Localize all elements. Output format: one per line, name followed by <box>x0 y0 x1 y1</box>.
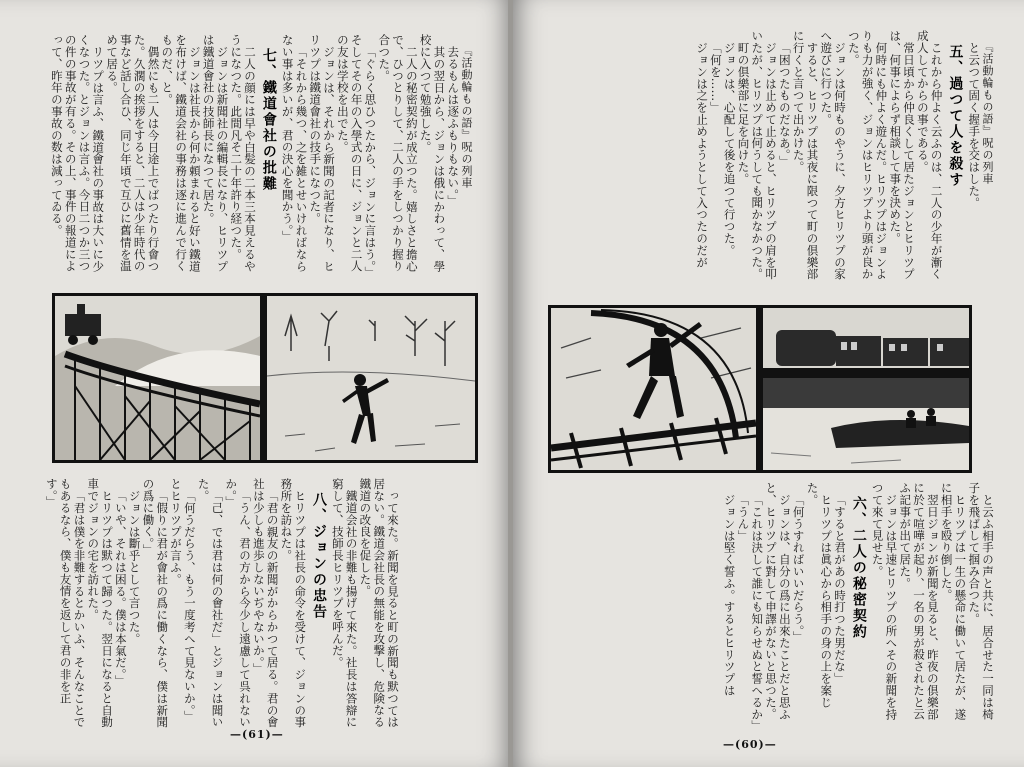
left-lower-columns <box>44 478 400 728</box>
paragraph: 「君は僕を非難するとかいふ、そんなことでもあるなら、僕も友情を返して君の非を正す。」 <box>44 478 87 728</box>
paragraph: 町の倶樂部に足を向けた。 <box>736 41 751 185</box>
paragraph: 其の翌日から、ジョンは俄にかわって、學校に入つて勉強した。 <box>418 34 447 272</box>
paragraph: ヒリツプは默つて歸つた。翌日になると自動車でジョンの宅を訪れた。 <box>86 478 115 728</box>
paragraph: ジョンは、それから新聞の記者になり、ヒリツプは鐵道會社の技手になつた。 <box>308 34 337 272</box>
page-61 <box>0 0 511 767</box>
paragraph: 「何うすればいいだらう。」 <box>791 493 806 643</box>
paragraph: 鐵道会社の非難も揚げて來た。社長は答辯に窮して、技師長ヒリツプを呼んだ。 <box>330 478 359 728</box>
paragraph: ジョンは早速ヒリツプの所へその新聞を持つて來て見せた。 <box>870 482 899 720</box>
paragraph: ジョンは、心配して後を追つて行つた。 <box>722 41 737 256</box>
paragraph: 「何を……」 <box>708 41 723 113</box>
paragraph: 「何うだらう、もう一度考へて見ないか。」とヒリツプが言ふ。 <box>169 478 197 722</box>
woodcut-illustration <box>55 296 475 460</box>
paragraph: 「いや、それは困る。僕は本氣だ。」 <box>113 489 128 687</box>
paragraph: すると、ヒリツプは其夜に限つて町の倶樂部に行くと言つて出かけた。 <box>791 30 820 280</box>
paragraph: ジョンは堅く誓ふ。するとヒリツプは <box>722 493 737 696</box>
paragraph: 「假りに君が會社の爲に働くなら、僕は新聞の爲に働く。」 <box>141 478 170 728</box>
paragraph: ヒリツプは眞心から相手の身の上を案じた。 <box>805 482 834 708</box>
paragraph: と云つて固く握手を交はした。 <box>967 41 982 209</box>
paragraph: ヒリツプは社長の命令を受けて、ジョンの事務所を訪ねた。 <box>279 478 308 728</box>
paragraph: 偶然にも二人は今日途上でばつたり行會つた。久濶の挨拶をすると、二人は少年時代の事など話し合ひ、同じ年頃で互ひに舊情を温めて居る。 <box>105 34 161 272</box>
left-upper-columns <box>49 34 473 282</box>
paragraph: と云ふ相手の声と共に、居合せた一同は椅子を飛ばして掴み合つた。 <box>967 482 995 720</box>
paragraph: 「うん、君の方から今少し遠慮して呉れないか。」 <box>224 478 253 728</box>
paragraph: 「すると君があの時打つた男だな」 <box>833 493 848 684</box>
paragraph: 「うん」 <box>736 493 751 542</box>
section-heading-six: 六、二人の秘密契約 <box>850 496 867 640</box>
paragraph: って來た。新聞を見ると町の新聞も默つては居ない。鐵道会社長の無能を攻撃し、危険なる鐵道の改良を促した。 <box>358 478 400 728</box>
paragraph: ジョンは何時ものやうに、夕方ヒリツプの家へ遊びに行つた。 <box>819 30 848 280</box>
woodcut-illustration <box>551 308 969 470</box>
paragraph: 「君の親友の新聞がからかつて居る。君の會社は少しも進歩しないぢやないか。」 <box>251 478 280 728</box>
section-heading-eight: 八、ジョンの忠告 <box>311 492 328 620</box>
paragraph: 翌日ジョンが新聞を見ると、昨夜の倶樂部に於て喧嘩が起り、一名の男が殺されたと云ふ記事が出て居た。 <box>898 482 940 720</box>
right-lower-columns <box>539 482 995 732</box>
running-head: 『活動輪もの語』呪の列車 <box>460 45 473 189</box>
page-number: —(61)— <box>230 728 284 741</box>
section-heading-five: 五、過つて人を殺す <box>947 44 964 188</box>
paragraph: 二人の秘密契約が成立つた。嬉しさと擔心で、ひつとりして、二人の手をしつかり握り合つた。 <box>377 34 419 272</box>
right-upper-columns <box>539 30 994 285</box>
illustration-rail-sabotage <box>548 305 972 473</box>
paragraph: ジョンは止めて止めると、ヒリツプの肩を叩いたが、ヒリツプは何うしても聞かなかつた。 <box>750 30 779 280</box>
paragraph: ジョンは之を止めようとして入つたのだが <box>695 41 710 268</box>
paragraph: リツプは言ふ、鐵道會社の事故は大いに少くなつた。とジョンは言ふ。今日二つか三つの件の事故が有る。その上、事件の報道によって、昨年の事故の数は減ってゐる。 <box>49 34 106 272</box>
page-number: —(60)— <box>723 738 777 751</box>
page-60 <box>513 0 1024 767</box>
paragraph: ジョンは社長から何か頼まれると好い鐵道を布けば、鐵道会社の事務は逐に進んで行くものだ、と。 <box>160 34 202 272</box>
paragraph: これから仲よく云ふのは、二人の少年が漸く成人してからの事である。 <box>915 30 944 280</box>
paragraph: 「己、では君は何の會社だ」とジョンは聞いた。 <box>196 478 225 728</box>
paragraph: 去るもんは逐ふもりもない。」 <box>446 45 461 207</box>
paragraph: ヒリツプは一生の懸命に働いて居たが、遂に相手を殴り倒した。 <box>939 482 968 720</box>
running-head: 『活動輪もの語』呪の列車 <box>981 41 994 185</box>
paragraph: 常日頃から仲良くして居たジョンとヒリツプは、何事によらず相談して事を決めた。 <box>888 30 917 280</box>
paragraph: 「ぐらく思ひつたから、ジョンに言はう。」そしてその年の入學式の日に、ジョンと二人の友は学校を出でた。 <box>335 34 378 278</box>
paragraph: 何時にも仲よく遊んだ。ヒリツプはジョンよりも力が強く、ジョンはヒリツプより頭が良かつた。 <box>846 30 889 280</box>
illustration-train-trestle <box>52 293 478 463</box>
paragraph: 「それから幾つ、之を雑とせいければならない事は多いが、君の決心を聞かう。」 <box>280 34 309 272</box>
paragraph: ジョンは新聞社の編輯長になり、ヒリツプは鐵道會社の技師長になつて居た。 <box>201 34 230 272</box>
paragraph: 「これは決して誰にも知らせぬと誓へるか」 <box>750 493 765 732</box>
section-heading-seven: 七、鐵道會社の批難 <box>260 48 277 192</box>
paragraph: ジョンは斷乎として言つた。 <box>127 489 142 645</box>
paragraph: 「困つたものだなあ。」 <box>777 41 792 167</box>
paragraph: 二人の顔には早や白髪の二本三本見えるやうになつた。此間凡そ二十年許り経つた。 <box>229 34 258 272</box>
paragraph: ジョンは、自分の爲に出來たことだと思ふと、ヒリツプに對して申譯がないと思つた。 <box>764 482 792 720</box>
